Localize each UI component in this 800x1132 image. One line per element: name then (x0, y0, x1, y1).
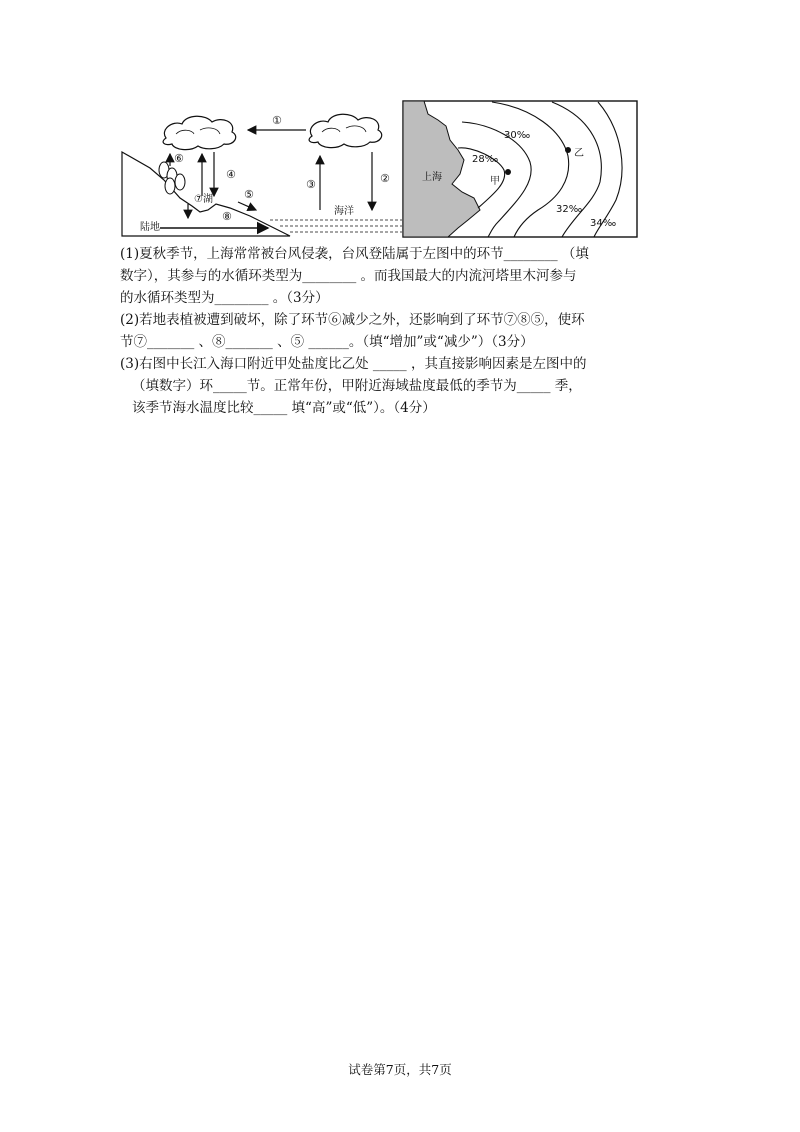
question-2-line-1: (2)若地表植被遭到破坏，除了环节⑥减少之外，还影响到了环节⑦⑧⑤，使环 (120, 312, 585, 328)
figures-area (120, 100, 640, 240)
point-jia-label: 甲 (490, 176, 500, 187)
salinity-map (402, 100, 638, 238)
questions-block (120, 243, 680, 419)
point-yi-label: 乙 (574, 148, 584, 159)
arrow2-label: ② (380, 172, 390, 185)
isoline-32-label: 32‰ (556, 204, 583, 215)
water-cycle-diagram (120, 100, 402, 238)
ocean-label: 海洋 (334, 206, 354, 217)
isoline-30-label: 30‰ (504, 130, 531, 141)
arrow8-label: ⑧ (222, 210, 232, 223)
page-footer: 试卷第7页，共7页 (348, 1062, 452, 1077)
question-1-line-1: (1)夏秋季节，上海常常被台风侵袭，台风登陆属于左图中的环节________ （填 (120, 246, 589, 262)
arrow6-label: ⑥ (174, 152, 184, 165)
arrow4-label: ④ (226, 168, 236, 181)
arrow5-label: ⑤ (244, 188, 254, 201)
question-2-line-2: 节⑦_______ 、⑧_______ 、⑤ ______。（填“增加”或“减少”）（3分） (120, 334, 534, 350)
question-1-line-2: 数字），其参与的水循环类型为________ 。而我国最大的内流河塔里木河参与 (120, 268, 577, 284)
question-1-line-3: 的水循环类型为________ 。（3分） (120, 290, 329, 306)
water-cycle-svg (120, 100, 402, 238)
city-label: 上海 (422, 172, 442, 183)
lake-label: ⑦湖 (194, 194, 213, 205)
ocean-cloud-icon (309, 114, 382, 147)
land-cloud-icon (163, 116, 236, 149)
point-jia-marker (505, 169, 511, 175)
arrow3-label: ③ (306, 178, 316, 191)
arrow1-label: ① (272, 114, 282, 127)
salinity-map-svg (402, 100, 638, 238)
question-3-line-1: (3)右图中长江入海口附近甲处盐度比乙处 _____ ，其直接影响因素是左图中的 (120, 356, 587, 372)
isoline-34-label: 34‰ (590, 218, 617, 229)
question-3-line-2: （填数字）环_____节。正常年份，甲附近海域盐度最低的季节为_____ 季， (132, 378, 582, 394)
point-yi-marker (565, 147, 571, 153)
isoline-28-label: 28‰ (472, 154, 499, 165)
question-3-line-3: 该季节海水温度比较_____ 填“高”或“低”）。（4分） (132, 400, 436, 416)
land-label: 陆地 (140, 222, 160, 233)
